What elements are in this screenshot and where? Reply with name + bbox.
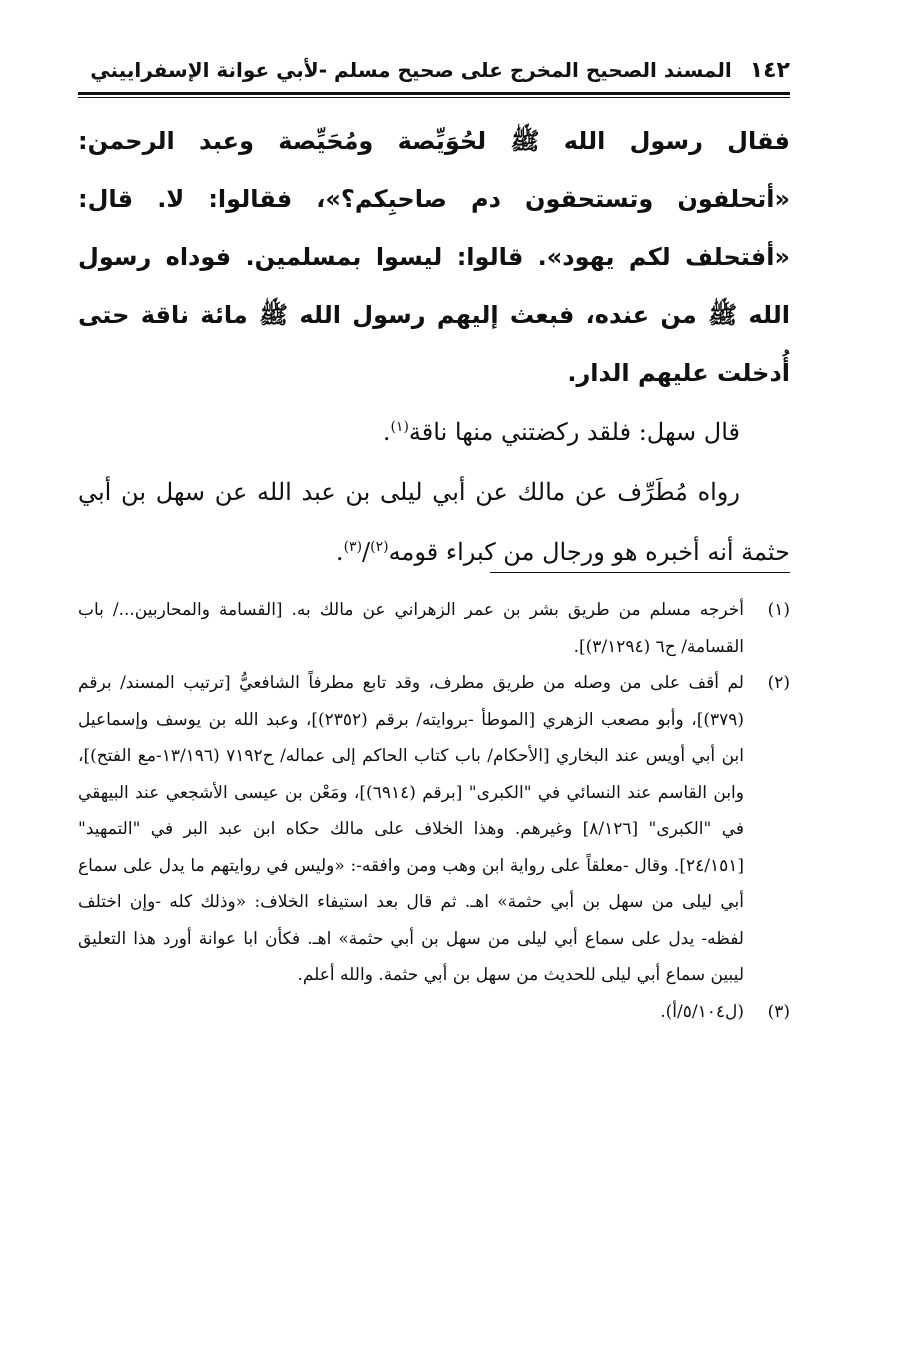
footnote-text: (ل٥/١٠٤/أ). [660,1001,744,1022]
footnote-ref-3: (٣) [343,539,363,555]
page-header [78,52,790,90]
footnote-text: لم أقف على من وصله من طريق مطرف، وقد تابع مطرفاً الشافعيُّ [ترتيب المسند/ برقم (٣٧٩)]، وأبو مصعب الزهري [الموطأ -بروايته/ برقم (٢٣٥٢)]، وعبد الله بن يوسف وإسماعيل ابن أبي أويس عند البخاري [الأحكام/ باب كتاب الحاكم إلى عماله/ ح٧١٩٢ (١٣/١٩٦-مع الفتح)]، وابن القاسم عند النسائي في "الكبرى" [برقم (٦٩١٤)]، ومَعْن بن عيسى الأشجعي عند البيهقي في "الكبرى" [٨/١٢٦] وغيرهم. وهذا الخلاف على مالك حكاه ابن عبد البر في "التمهيد" [٢٤/١٥١]. وقال -معلقاً على رواية ابن وهب ومن وافقه-: «وليس في روايتهم ما يدل على سماع أبي ليلى من سهل بن أبي حثمة» اهـ. ثم قال بعد استيفاء الخلاف: «وذلك كله -وإن اختلف لفظه- يدل على سماع أبي ليلى من سهل بن أبي حثمة» اهـ. فكأن ابا عوانة أورد هذا التعليق ليبين سماع أبي ليلى للحديث من سهل بن أبي حثمة. والله أعلم. [78,673,745,985]
footnote-ref-separator: / [362,538,371,566]
hadith-paragraph: فقال رسول الله ﷺ لحُوَيِّصة ومُحَيِّصة وعبد الرحمن: «أتحلفون وتستحقون دم صاحبِكم؟»، فقالوا: لا. قال: «أفتحلف لكم يهود». قالوا: ليسوا بمسلمين. فوداه رسول الله ﷺ من عنده، فبعث إليهم رسول الله ﷺ مائة ناقة حتى أُدخلت عليهم الدار. [78,127,790,387]
narration-end: . [335,538,344,566]
footnote-text: أخرجه مسلم من طريق بشر بن عمر الزهراني عن مالك به. [القسامة والمحاربين.../ باب القسامة/ ح٦ (٣/١٢٩٤)]. [78,600,744,657]
footnote-ref-1: (١) [390,419,409,435]
sahl-statement-text: قال سهل: فلقد ركضتني منها ناقة [408,418,740,446]
narration-text: رواه مُطَرِّف عن مالك عن أبي ليلى بن عبد الله عن سهل بن أبي حثمة أنه أخبره هو ورجال من كبراء قومه [78,478,790,566]
footnote-ref-2: (٢) [370,539,389,555]
footnote-2 [78,665,790,994]
sahl-statement [78,402,790,462]
book-page [78,52,790,1022]
header-rule-thick [78,92,790,95]
footnote-1 [78,592,790,665]
narration-paragraph [78,462,790,582]
header-rule-thin [78,97,790,98]
footnotes [78,592,790,1030]
page-number: ١٤٢ [749,58,790,83]
sahl-statement-end: . [382,418,391,446]
footnote-separator [490,572,790,573]
footnote-number: (٣) [767,1001,790,1022]
main-text [78,112,790,582]
running-title: المسند الصحيح المخرج على صحيح مسلم -لأبي عوانة الإسفراييني [90,58,732,82]
footnote-3 [78,994,790,1031]
footnote-number: (١) [767,600,790,620]
footnote-number: (٢) [767,673,790,693]
